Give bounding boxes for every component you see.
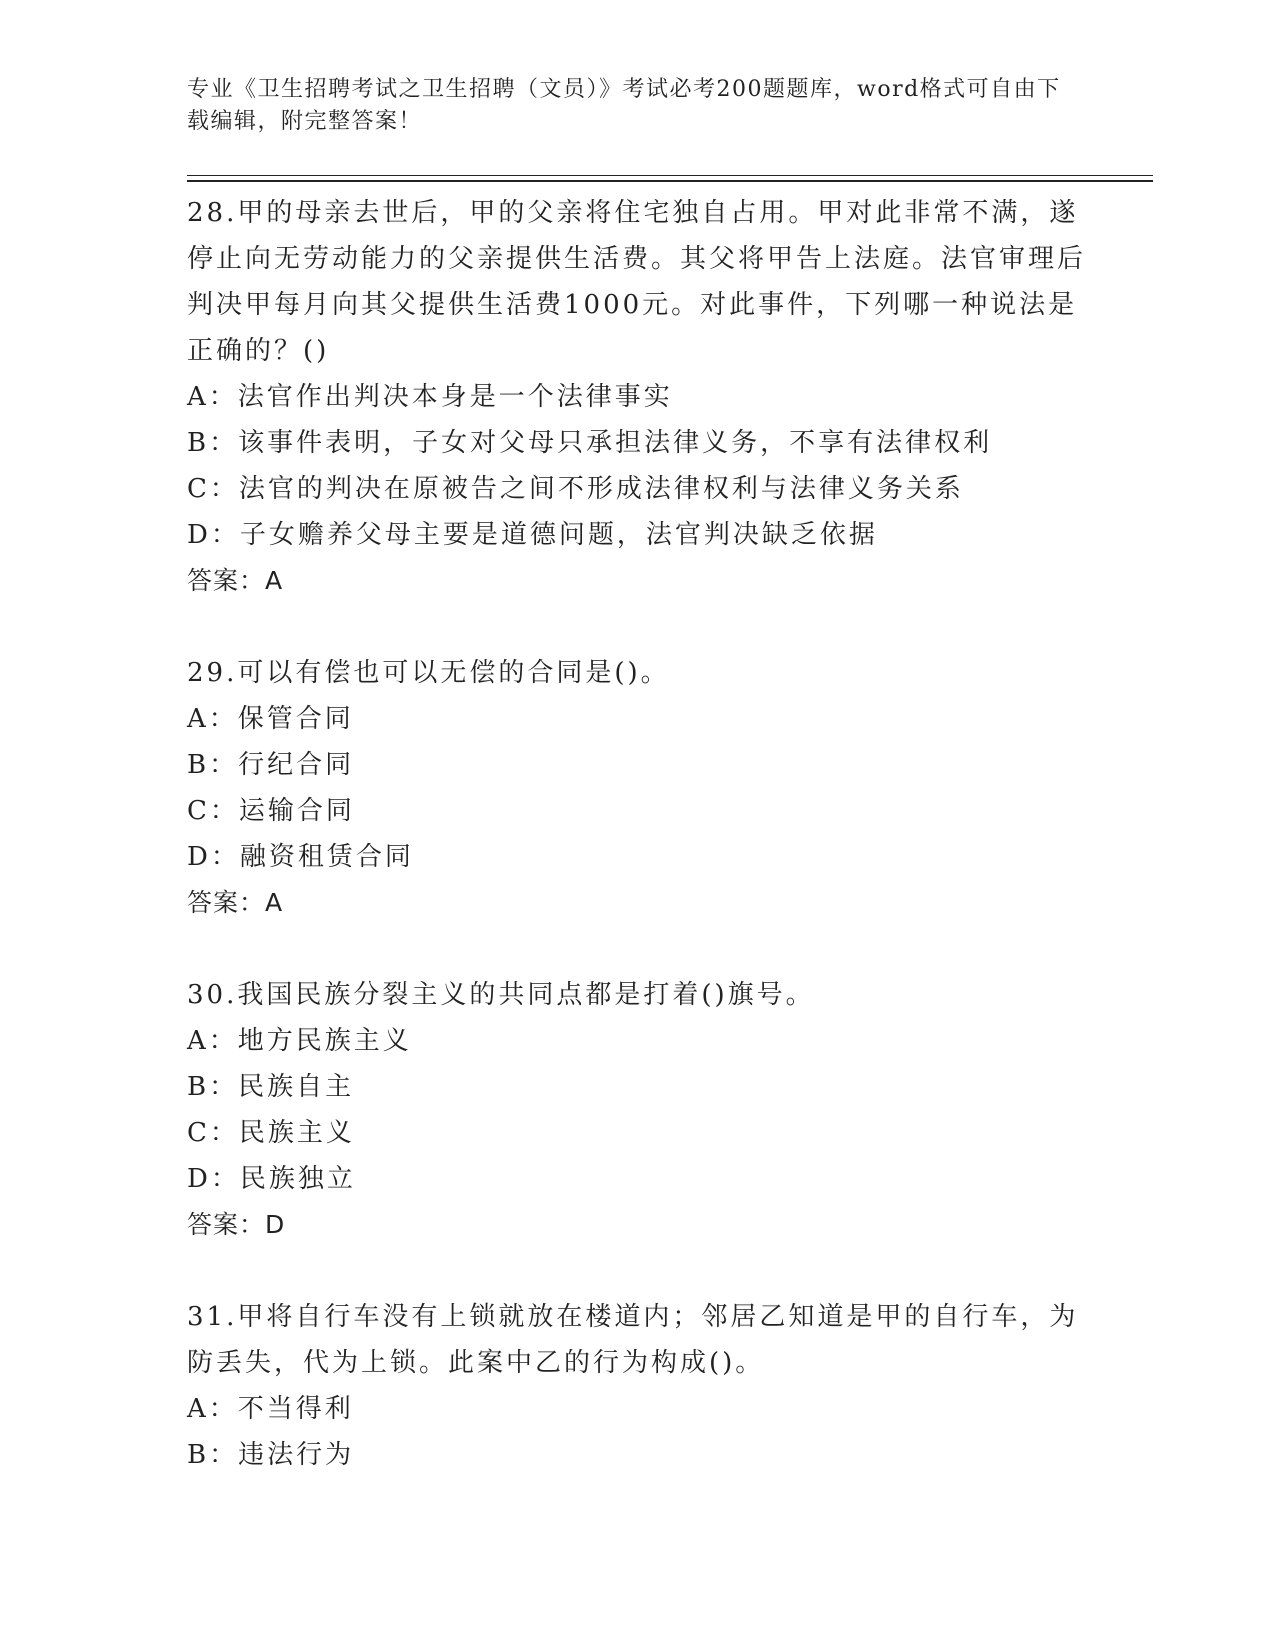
option-b: B：该事件表明，子女对父母只承担法律义务，不享有法律权利 xyxy=(187,428,993,458)
option-c: C：民族主义 xyxy=(187,1118,355,1148)
option-b: B：违法行为 xyxy=(187,1440,355,1470)
question-list xyxy=(187,190,1087,1478)
question-text: 30.我国民族分裂主义的共同点都是打着()旗号。 xyxy=(187,980,815,1010)
option-c: C：运输合同 xyxy=(187,796,355,826)
option-b: B：民族自主 xyxy=(187,1072,355,1102)
option-d: D：民族独立 xyxy=(187,1164,356,1194)
question-text: 29.可以有偿也可以无偿的合同是()。 xyxy=(187,658,670,688)
option-a: A：法官作出判决本身是一个法律事实 xyxy=(187,382,673,412)
option-b: B：行纪合同 xyxy=(187,750,355,780)
question-28 xyxy=(187,190,1087,604)
option-c: C：法官的判决在原被告之间不形成法律权利与法律义务关系 xyxy=(187,474,964,504)
question-30 xyxy=(187,972,1087,1248)
header-divider-top xyxy=(187,175,1153,176)
option-a: A：不当得利 xyxy=(187,1394,354,1424)
question-29 xyxy=(187,650,1087,926)
header-divider-bottom xyxy=(187,180,1153,182)
question-text: 31.甲将自行车没有上锁就放在楼道内；邻居乙知道是甲的自行车，为防丢失，代为上锁。此案中乙的行为构成()。 xyxy=(187,1302,1079,1378)
option-a: A：保管合同 xyxy=(187,704,354,734)
question-spacer xyxy=(187,1248,1087,1294)
question-spacer xyxy=(187,926,1087,972)
question-31 xyxy=(187,1294,1087,1478)
question-text: 28.甲的母亲去世后，甲的父亲将住宅独自占用。甲对此非常不满，遂停止向无劳动能力的父亲提供生活费。其父将甲告上法庭。法官审理后判决甲每月向其父提供生活费1000元。对此事件，下列哪一种说法是正确的？() xyxy=(187,198,1087,366)
option-a: A：地方民族主义 xyxy=(187,1026,412,1056)
option-d: D：子女赡养父母主要是道德问题，法官判决缺乏依据 xyxy=(187,520,878,550)
answer-line: 答案：A xyxy=(187,566,284,595)
answer-line: 答案：D xyxy=(187,1210,286,1239)
answer-line: 答案：A xyxy=(187,888,284,917)
option-d: D：融资租赁合同 xyxy=(187,842,414,872)
question-spacer xyxy=(187,604,1087,650)
document-header: 专业《卫生招聘考试之卫生招聘（文员）》考试必考200题题库，word格式可自由下载编辑，附完整答案！ xyxy=(187,77,1061,134)
